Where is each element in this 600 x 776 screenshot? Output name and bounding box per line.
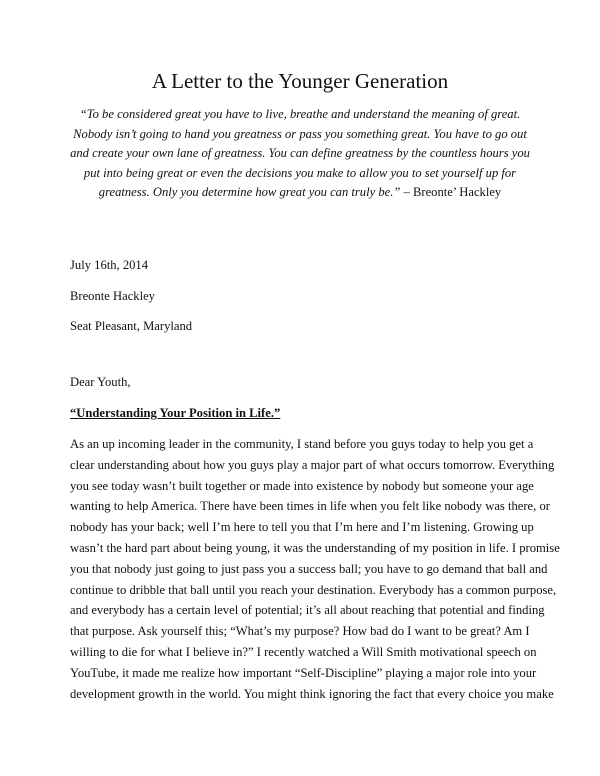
letter-location: Seat Pleasant, Maryland <box>70 319 193 333</box>
body-line: clear understanding about how you guys play a major part of what occurs tomorrow. Everything <box>70 457 555 472</box>
body-line: wasn’t the hard part about being young, it was the understanding of my position in life. I promise <box>70 540 560 555</box>
body-line: wanting to help America. There have been times in life when you felt like nobody was there, or <box>70 499 550 514</box>
epigraph-attribution: – Breonte’ Hackley <box>400 185 502 200</box>
epigraph <box>66 105 534 203</box>
epigraph-quote: “To be considered great you have to live, breathe and understand the meaning of great. Nobody isn’t going to hand you greatness or pass you something great. You have to go out and create your own lane of greatness. You can define greatness by the countless hours you put into being great or even the decisions you make to allow you to set yourself up for greatness. Only you determine how great you can truly be.” <box>70 107 530 200</box>
body-line: that purpose. Ask yourself this; “What’s my purpose? How bad do I want to be great? Am I <box>70 624 530 639</box>
section-heading: “Understanding Your Position in Life.” <box>70 406 281 420</box>
body-line: YouTube, it made me realize how important “Self-Discipline” playing a major role into your <box>70 665 537 680</box>
body-line: you that nobody just going to just pass you a success ball; you have to go demand that ball and <box>70 561 548 576</box>
body-line: development growth in the world. You might think ignoring the fact that every choice you make <box>70 686 554 701</box>
body-line: and everybody has a certain level of potential; it’s all about reaching that potential and finding <box>70 603 545 618</box>
body-line: continue to dribble that ball until you reach your destination. Everybody has a common purpose, <box>70 582 557 597</box>
document-title: A Letter to the Younger Generation <box>151 69 449 93</box>
letter-author: Breonte Hackley <box>70 289 155 303</box>
body-line: you see today wasn’t built together or made into existence by nobody but someone your age <box>70 478 534 493</box>
body-line: As an up incoming leader in the community, I stand before you guys today to help you get a <box>70 437 534 451</box>
salutation: Dear Youth, <box>70 375 131 389</box>
letter-date: July 16th, 2014 <box>70 258 149 272</box>
body-paragraph <box>70 434 560 704</box>
body-line: nobody has your back; well I’m here to tell you that I’m here and I’m listening. Growing up <box>70 520 534 535</box>
body-line: willing to die for what I believe in?” I recently watched a Will Smith motivational speech on <box>70 644 537 659</box>
